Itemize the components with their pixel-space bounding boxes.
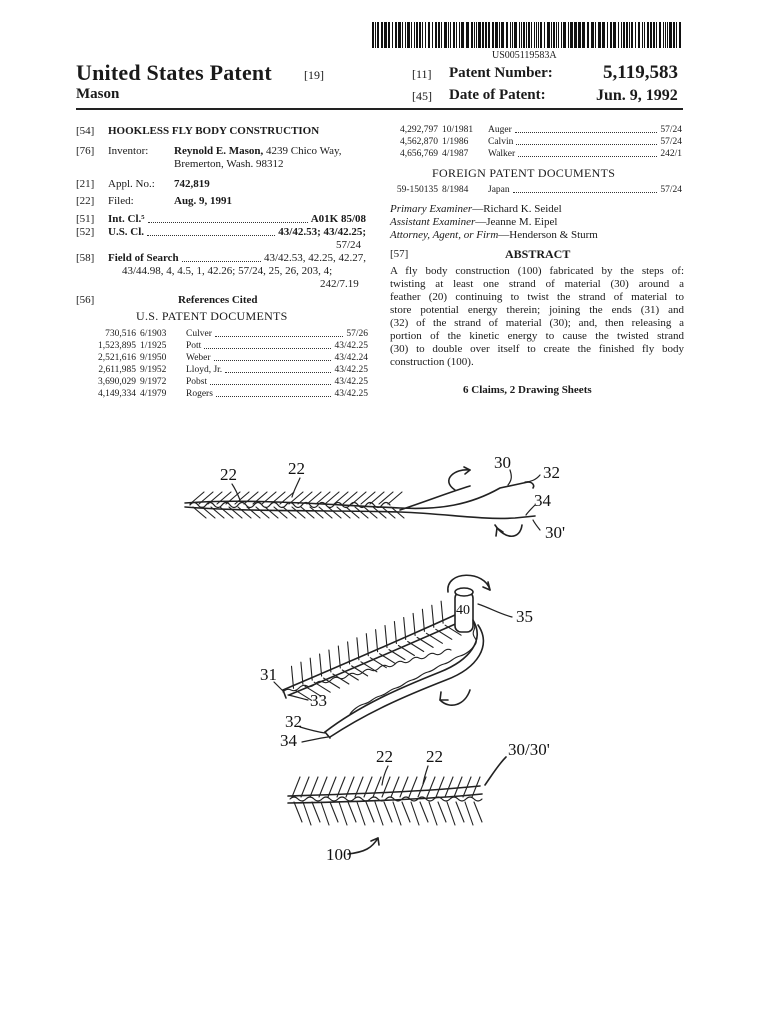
feather-barb [329,650,331,672]
appl-label: Appl. No.: [108,178,155,190]
refs-title: References Cited [178,294,258,306]
field-value-3: 242/7.19 [320,278,359,290]
reference-name: Rogers [186,389,213,399]
reference-name: Japan [488,185,510,195]
abstract-line: twisting at least one strand of material (30) around a [390,278,684,290]
reference-name: Weber [186,353,211,363]
field-label: Field of Search [108,252,179,264]
fig3-label-22b: 22 [426,747,443,766]
feather-barb [310,777,318,797]
abstract-line: A fly body construction (100) fabricated by the steps of: [390,265,684,277]
reference-date: 10/1981 [442,125,474,135]
fig2-label-33: 33 [310,691,327,710]
fig1-label-22b: 22 [288,459,305,478]
reference-class: 43/42.25 [334,365,368,375]
reference-number: 1,523,895 [98,341,136,351]
reference-name: Pobst [186,377,208,387]
feather-barb [364,777,372,797]
feather-barb [373,777,381,797]
primary-examiner-label: Primary Examiner [390,203,473,215]
fig3-label-22a: 22 [376,747,393,766]
fig1-label-30: 30 [494,453,511,472]
abstract-line: (30) to double over itself to create the finished fly body [390,343,684,355]
reference-name: Culver [186,329,212,339]
country-title: United States Patent [76,60,272,85]
feather-barb [445,777,453,797]
feather-barb [376,630,378,652]
barcode-text: US005119583A [492,50,557,61]
reference-number: 4,149,334 [98,389,136,399]
feather-barb [301,662,303,684]
reference-class: 57/24 [660,125,682,135]
abstract-line: construction (100). [390,356,474,368]
inventor-code: [76] [76,145,95,157]
fig3-label-100: 100 [326,845,352,864]
fig1-label-30prime: 30' [545,523,566,542]
feather-barb [366,802,374,822]
figure-2-doubling-strand [283,575,490,738]
figure-3-finished-body [288,757,506,854]
field-value-1: 43/42.53, 42.25, 42.27, [263,252,366,264]
filed-code: [22] [76,195,95,207]
reference-number: 2,521,616 [98,353,136,363]
feather-barb [418,777,426,797]
feather-barb [404,618,406,640]
uscl-code: [52] [76,226,95,238]
feather-barb [465,802,473,825]
reference-number: 59-150135 [396,185,438,195]
uscl-value: 43/42.53; 43/42.25; [278,226,366,238]
reference-name: Calvin [488,137,514,147]
inventor-label: Inventor: [108,145,149,157]
inventor-surname: Mason [76,86,120,102]
feather-barb [422,609,424,631]
reference-number: 2,611,985 [98,365,136,375]
reference-class: 57/24 [660,185,682,195]
appl-number: 742,819 [174,178,210,190]
fig2-label-35: 35 [516,607,533,626]
intcl-value: A01K 85/08 [310,213,366,225]
feather-barb [394,622,396,644]
feather-barb [301,777,309,797]
feather-barb [357,638,359,660]
patent-date: Jun. 9, 1992 [596,87,678,104]
feather-barb [380,654,396,664]
patent-number-label: Patent Number: [449,65,553,81]
feather-barb [429,802,437,825]
field-code: [58] [76,252,95,264]
feather-barb [348,802,356,822]
fig1-label-34: 34 [534,491,551,510]
claims-summary: 6 Claims, 2 Drawing Sheets [463,384,592,396]
feather-barb [339,802,347,825]
reference-date: 1/1925 [140,341,167,351]
inventor-name: Reynold E. Mason, [174,145,264,157]
feather-barb [400,777,408,797]
patent-title: HOOKLESS FLY BODY CONSTRUCTION [108,125,320,137]
reference-name: Walker [488,149,516,159]
foreign-docs-title: FOREIGN PATENT DOCUMENTS [432,166,616,180]
reference-date: 9/1972 [140,377,167,387]
feather-barb [312,802,320,822]
refs-code: [56] [76,294,95,306]
feather-barb [385,626,387,648]
feather-barb [398,646,414,656]
abstract-line: store potential energy therein; joining the ends (31) and [390,304,684,316]
filed-label: Filed: [108,195,134,207]
feather-barb [338,646,340,668]
feather-barb [366,634,368,656]
patent-number-code: [11] [412,67,432,81]
intcl-label: Int. Cl.⁵ [108,213,145,225]
feather-barb [411,802,419,825]
reference-name: Pott [186,341,202,351]
feather-barb [436,777,444,797]
uscl-label: U.S. Cl. [108,226,145,238]
reference-class: 57/24 [660,137,682,147]
feather-barb [384,802,392,822]
leader-lines [232,470,540,785]
fig1-label-32: 32 [543,463,560,482]
feather-barb [432,605,434,627]
feather-barb [294,802,302,822]
reference-name: Auger [488,125,512,135]
fig2-label-31: 31 [260,665,277,684]
country-code: [19] [304,68,324,82]
feather-barb [393,802,401,825]
reference-date: 8/1984 [442,185,469,195]
abstract-line: portion of the kinetic energy to cause the twisted strand [390,330,684,342]
feather-barb [391,777,399,797]
assistant-examiner-label: Assistant Examiner [390,216,476,228]
feather-barb [409,777,417,797]
abstract-line: feather (20) continuing to twist the strand of material to [390,291,684,303]
feather-barb [357,802,365,825]
reference-class: 242/1 [660,149,682,159]
feather-barb [402,802,410,822]
feather-barb [436,629,452,639]
attorney-label: Attorney, Agent, or Firm [390,229,499,241]
fig3-label-30-30prime: 30/30' [508,740,550,759]
feather-barb [427,777,435,797]
reference-class: 43/42.25 [334,341,368,351]
reference-number: 730,516 [105,329,136,339]
inventor-address-1: 4239 Chico Way, [266,145,342,157]
reference-class: 43/42.25 [334,377,368,387]
feather-barb [447,802,455,825]
feather-barb [348,642,350,664]
assistant-examiner-name: —Jeanne M. Eipel [475,216,558,228]
abstract-title: ABSTRACT [505,247,571,261]
fig2-label-34: 34 [280,731,297,750]
reference-class: 43/42.24 [334,353,368,363]
reference-date: 6/1903 [140,329,167,339]
feather-barb [456,802,464,822]
abstract-code: [57] [390,248,409,260]
filed-date: Aug. 9, 1991 [174,195,233,207]
reference-date: 9/1950 [140,353,167,363]
feather-barb [303,802,311,825]
feather-barb [361,662,377,672]
fig1-label-22a: 22 [220,465,237,484]
appl-code: [21] [76,178,95,190]
feather-barb [333,674,349,684]
reference-date: 4/1979 [140,389,167,399]
feather-barb [408,642,424,652]
feather-barb [441,601,443,623]
field-value-2: 43/44.98, 4, 4.5, 1, 42.26; 57/24, 25, 26, 203, 4; [122,265,333,277]
reference-class: 57/26 [346,329,368,339]
attorney-name: —Henderson & Sturm [498,229,598,241]
feather-barb [420,802,428,822]
feather-barb [292,777,300,797]
feather-barb [413,613,415,635]
feather-barb [292,666,294,688]
reference-number: 4,656,769 [400,149,438,159]
us-docs-title: U.S. PATENT DOCUMENTS [136,309,288,323]
title-code: [54] [76,125,95,137]
reference-date: 9/1952 [140,365,167,375]
fig2-label-32: 32 [285,712,302,731]
uscl-value-2: 57/24 [336,239,362,251]
reference-date: 4/1987 [442,149,469,159]
feather-barb [375,802,383,825]
abstract-line: (32) of the strand of material (30); and, then releasing a [390,317,684,329]
feather-barb [474,802,482,822]
feather-barb [320,654,322,676]
reference-number: 3,690,029 [98,377,136,387]
patent-number: 5,119,583 [603,62,678,83]
reference-class: 43/42.25 [334,389,368,399]
inventor-address-2: Bremerton, Wash. 98312 [174,158,284,170]
feather-barb [342,670,358,680]
feather-barb [426,633,442,643]
feather-barb [370,658,386,668]
feather-barb [417,637,433,647]
feather-barb [330,802,338,822]
date-code: [45] [412,89,432,103]
feather-barb [321,802,329,825]
primary-examiner-name: —Richard K. Seidel [472,203,562,215]
intcl-code: [51] [76,213,95,225]
reference-number: 4,292,797 [400,125,438,135]
reference-number: 4,562,870 [400,137,438,147]
reference-date: 1/1986 [442,137,469,147]
feather-barb [438,802,446,822]
reference-name: Lloyd, Jr. [186,365,223,375]
date-label: Date of Patent: [449,87,546,103]
feather-barb [389,650,405,660]
feather-barb [310,658,312,680]
fig2-label-40: 40 [456,603,470,618]
